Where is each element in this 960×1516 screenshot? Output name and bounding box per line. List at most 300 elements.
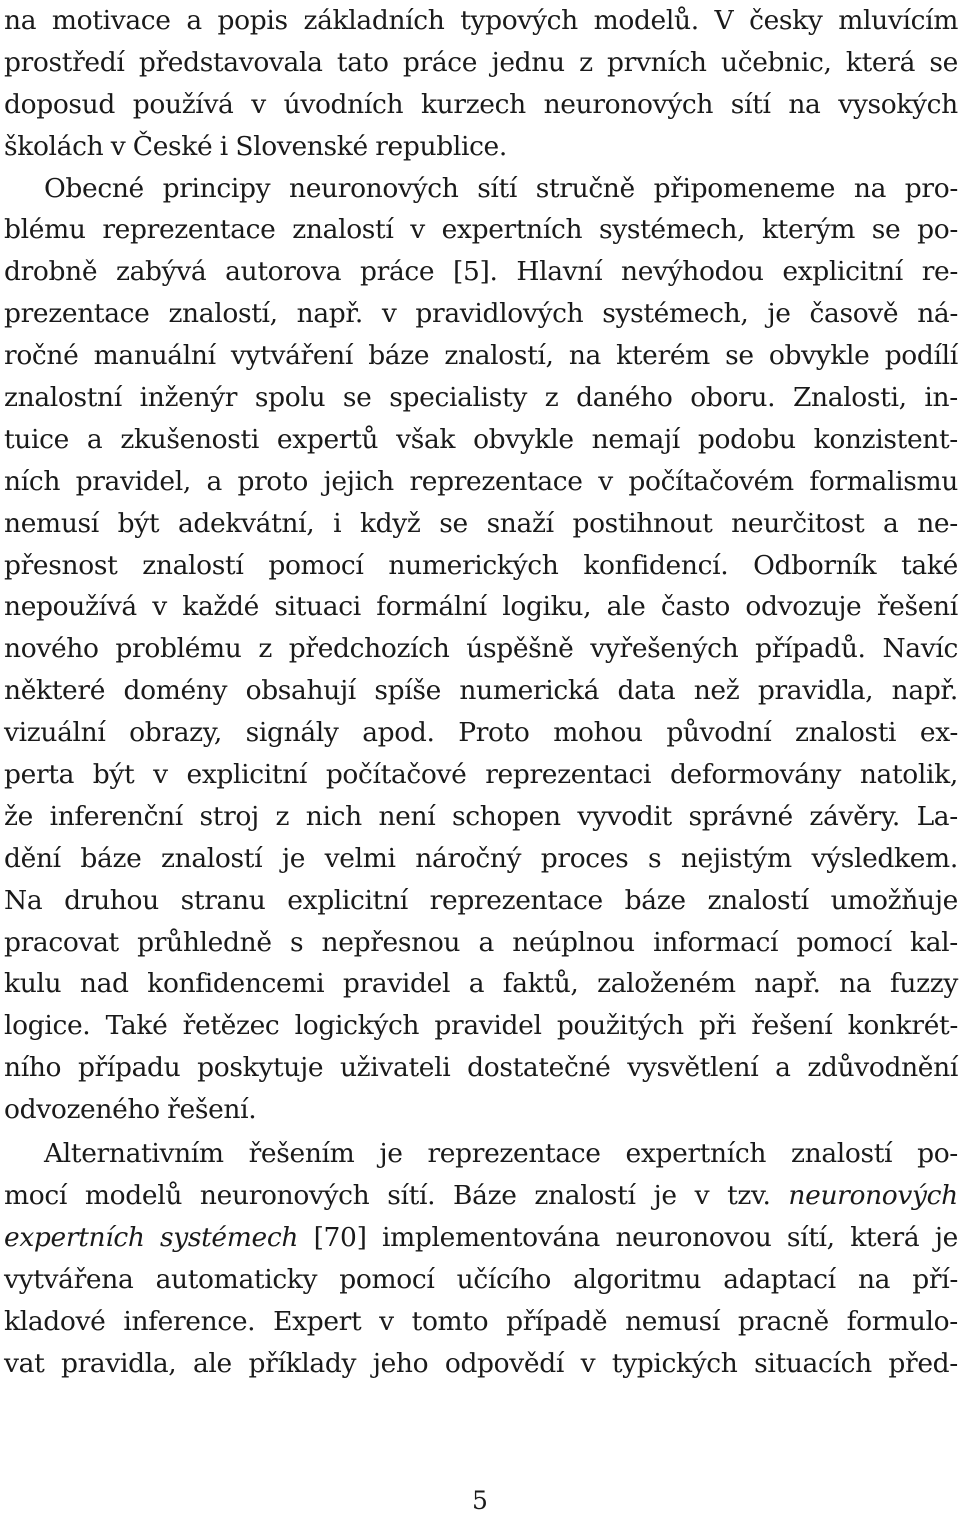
word: báze bbox=[80, 842, 142, 874]
word: tzv. bbox=[727, 1179, 771, 1211]
word: motivace bbox=[51, 5, 171, 36]
text-line bbox=[4, 419, 958, 461]
word: a bbox=[206, 465, 222, 497]
word: tomto bbox=[411, 1305, 489, 1337]
word: nich bbox=[305, 800, 362, 832]
word: je bbox=[934, 1221, 958, 1253]
word: počítačové bbox=[325, 759, 467, 791]
word: odpovědí bbox=[444, 1347, 564, 1379]
word: která bbox=[845, 46, 916, 78]
word: závěry. bbox=[809, 800, 900, 832]
word: neuronových bbox=[199, 1179, 370, 1211]
word: úspěšně bbox=[466, 633, 574, 665]
text-line bbox=[4, 126, 958, 168]
word: ne- bbox=[917, 507, 958, 539]
word: báze bbox=[624, 884, 686, 916]
word: je bbox=[281, 842, 306, 874]
word: Obecné bbox=[44, 172, 144, 204]
word: re- bbox=[921, 256, 958, 288]
word: domény bbox=[123, 675, 228, 707]
word: na bbox=[853, 172, 887, 204]
text-line bbox=[4, 251, 958, 293]
word: explicitní bbox=[287, 884, 408, 916]
word: školách bbox=[4, 130, 104, 162]
word: [5]. bbox=[453, 256, 498, 288]
word: je bbox=[767, 298, 791, 330]
word: logice. bbox=[4, 1010, 91, 1042]
word: v bbox=[251, 88, 266, 120]
text-line bbox=[4, 42, 958, 84]
word: tuice bbox=[4, 423, 69, 455]
word: postihnout bbox=[572, 507, 713, 539]
word: stručně bbox=[535, 172, 635, 204]
word: nemají bbox=[591, 423, 680, 455]
word: sítí, bbox=[786, 1221, 835, 1253]
word: se bbox=[871, 214, 901, 246]
word: vytvářena bbox=[4, 1263, 134, 1295]
word: neuronových bbox=[543, 88, 714, 120]
word: není bbox=[378, 800, 436, 832]
word: z bbox=[258, 633, 272, 665]
word: znalostí bbox=[142, 549, 244, 581]
word: formální bbox=[376, 591, 487, 623]
word: systémech, bbox=[599, 214, 746, 246]
word: zdůvodnění bbox=[807, 1052, 958, 1084]
word: automaticky bbox=[155, 1263, 318, 1295]
word: vysokých bbox=[838, 88, 958, 120]
word: pracně bbox=[737, 1305, 829, 1337]
word: Na bbox=[4, 884, 43, 916]
word: a bbox=[775, 1052, 791, 1084]
word: Hlavní bbox=[516, 256, 603, 288]
text-line bbox=[4, 377, 958, 419]
word: nad bbox=[79, 968, 129, 1000]
word: reprezentaci bbox=[485, 759, 652, 791]
word: inference. bbox=[123, 1305, 256, 1337]
word: pravidel bbox=[434, 1010, 542, 1042]
word: případu bbox=[77, 1052, 181, 1084]
word: ale bbox=[606, 591, 646, 623]
word: logiku, bbox=[502, 591, 592, 623]
word: typických bbox=[611, 1347, 738, 1379]
text-line bbox=[4, 1089, 958, 1131]
word: reprezentace bbox=[427, 1138, 601, 1170]
word: jejich bbox=[323, 465, 394, 497]
word: však bbox=[396, 423, 456, 455]
text-line bbox=[4, 838, 958, 880]
text-line bbox=[4, 545, 958, 587]
word: kterým bbox=[761, 214, 855, 246]
text-line bbox=[4, 1133, 958, 1175]
word: a bbox=[468, 968, 485, 1000]
word: být bbox=[92, 759, 135, 791]
text-line bbox=[4, 712, 958, 754]
word: podílí bbox=[884, 340, 958, 372]
text-line bbox=[4, 922, 958, 964]
word: je bbox=[653, 1179, 677, 1211]
word: použitých bbox=[556, 1010, 684, 1042]
word: Expert bbox=[273, 1305, 362, 1337]
text-line bbox=[4, 1343, 958, 1385]
word: prostředí bbox=[4, 46, 125, 78]
word: z bbox=[544, 382, 559, 414]
word: apod. bbox=[362, 717, 435, 749]
word: v bbox=[598, 465, 613, 497]
word: tato bbox=[336, 46, 389, 78]
word: než bbox=[693, 675, 740, 707]
word: mohou bbox=[553, 717, 643, 749]
text-line bbox=[4, 1005, 958, 1047]
word: prezentace bbox=[4, 298, 150, 330]
word: formulo- bbox=[846, 1305, 958, 1337]
word: práce bbox=[402, 46, 478, 78]
word: blému bbox=[4, 214, 86, 246]
word: se bbox=[929, 46, 958, 78]
word: časově bbox=[809, 298, 899, 330]
word: odvozuje bbox=[745, 591, 862, 623]
word: reprezentace bbox=[102, 214, 276, 246]
word: spíše bbox=[374, 675, 441, 707]
word: která bbox=[850, 1221, 920, 1253]
text-line bbox=[4, 293, 958, 335]
word: původní bbox=[666, 717, 772, 749]
word: jednu bbox=[491, 46, 565, 78]
word: znalostí, bbox=[168, 298, 278, 330]
word: řetězec bbox=[182, 1010, 280, 1042]
text-line bbox=[4, 670, 958, 712]
word: řešení. bbox=[167, 1094, 257, 1126]
word: na bbox=[568, 340, 601, 372]
text-line bbox=[4, 1217, 958, 1259]
word: z bbox=[275, 800, 290, 832]
word: nemusí bbox=[625, 1305, 720, 1337]
word: před- bbox=[888, 1347, 958, 1379]
word: nepřesnou bbox=[321, 926, 461, 958]
word: doposud bbox=[4, 88, 116, 120]
word: že bbox=[4, 800, 33, 832]
word: na bbox=[839, 968, 872, 1000]
word: konfidencemi bbox=[147, 968, 325, 1000]
word: nemusí bbox=[4, 507, 99, 539]
word: expertů bbox=[276, 423, 379, 455]
word: pomocí bbox=[339, 1263, 435, 1295]
word: předchozích bbox=[288, 633, 450, 665]
word: a bbox=[186, 5, 202, 36]
word: kal- bbox=[910, 926, 958, 958]
word: pravidla, bbox=[757, 675, 874, 707]
word: z bbox=[579, 46, 593, 78]
word: logických bbox=[294, 1010, 420, 1042]
word: případů. bbox=[755, 633, 866, 665]
word: explicitní bbox=[186, 759, 308, 791]
word: např. bbox=[754, 968, 821, 1000]
word: popis bbox=[217, 5, 288, 36]
text-line bbox=[4, 1175, 958, 1217]
word: neurčitost bbox=[731, 507, 865, 539]
word: systémech, bbox=[602, 298, 749, 330]
word: obsahují bbox=[245, 675, 356, 707]
word: často bbox=[660, 591, 731, 623]
word: a bbox=[883, 507, 899, 539]
word: republice. bbox=[375, 130, 507, 162]
word: numerická bbox=[459, 675, 600, 707]
word: neuronových bbox=[288, 172, 459, 204]
word: také bbox=[901, 549, 958, 581]
text-line bbox=[4, 963, 958, 1005]
word: [70] bbox=[313, 1221, 367, 1253]
word: na bbox=[788, 88, 821, 120]
word: jeho bbox=[372, 1347, 429, 1379]
word: inženýr bbox=[139, 382, 238, 414]
word: algoritmu bbox=[573, 1263, 702, 1295]
word: pravidel bbox=[342, 968, 451, 1000]
word: je bbox=[379, 1138, 403, 1170]
text-line bbox=[4, 880, 958, 922]
word: proto bbox=[237, 465, 308, 497]
word: znalosti bbox=[795, 717, 897, 749]
word: neuronových bbox=[788, 1179, 958, 1211]
word: autorova bbox=[225, 256, 342, 288]
word: fuzzy bbox=[889, 968, 958, 1000]
word: znalostí, bbox=[444, 340, 554, 372]
text-line bbox=[4, 0, 958, 42]
word: konkrét- bbox=[847, 1010, 958, 1042]
word: řešení bbox=[876, 591, 958, 623]
word: nejistým bbox=[680, 842, 792, 874]
word: ná- bbox=[917, 298, 958, 330]
word: pravidla, bbox=[60, 1347, 177, 1379]
word: systémech bbox=[160, 1221, 299, 1253]
text-line bbox=[4, 503, 958, 545]
word: správné bbox=[688, 800, 793, 832]
word: pří- bbox=[912, 1263, 958, 1295]
text-line bbox=[4, 754, 958, 796]
word: a bbox=[478, 926, 494, 958]
word: formalismu bbox=[809, 465, 958, 497]
word: řešení bbox=[751, 1010, 833, 1042]
word: faktů, bbox=[502, 968, 579, 1000]
word: česky bbox=[749, 5, 823, 36]
word: modelů. bbox=[593, 5, 699, 36]
word: po- bbox=[917, 1138, 958, 1170]
word: stranu bbox=[180, 884, 266, 916]
word: a bbox=[86, 423, 103, 455]
text-line bbox=[4, 586, 958, 628]
word: průhledně bbox=[137, 926, 272, 958]
word: dění bbox=[4, 842, 61, 874]
word: deformovány bbox=[669, 759, 842, 791]
word: data bbox=[617, 675, 676, 707]
document-body bbox=[4, 0, 958, 1384]
word: při bbox=[698, 1010, 737, 1042]
word: pomocí bbox=[796, 926, 892, 958]
word: případě bbox=[506, 1305, 608, 1337]
word: ročné bbox=[4, 340, 79, 372]
word: Odborník bbox=[753, 549, 877, 581]
word: se bbox=[342, 382, 372, 414]
word: ních bbox=[4, 465, 61, 497]
word: připomeneme bbox=[653, 172, 836, 204]
word: učebnic, bbox=[721, 46, 832, 78]
word: situaci bbox=[274, 591, 361, 623]
word: vyvodit bbox=[577, 800, 672, 832]
word: adekvátní, bbox=[177, 507, 315, 539]
word: nevýhodou bbox=[621, 256, 764, 288]
word: znalostí bbox=[791, 1138, 893, 1170]
word: explicitní bbox=[782, 256, 903, 288]
word: schopen bbox=[451, 800, 561, 832]
text-line bbox=[4, 168, 958, 210]
word: České bbox=[132, 130, 213, 162]
word: v bbox=[381, 298, 397, 330]
word: perta bbox=[4, 759, 75, 791]
word: znalostí bbox=[161, 842, 263, 874]
word: V bbox=[714, 5, 734, 36]
word: s bbox=[289, 926, 304, 958]
word: v bbox=[110, 130, 126, 162]
word: uživateli bbox=[339, 1052, 451, 1084]
word: expertních bbox=[625, 1138, 767, 1170]
word: v bbox=[379, 1305, 394, 1337]
word: pracovat bbox=[4, 926, 119, 958]
word: kladové bbox=[4, 1305, 106, 1337]
word: dostatečné bbox=[467, 1052, 611, 1084]
word: adaptací bbox=[723, 1263, 836, 1295]
word: znalostí bbox=[707, 884, 809, 916]
word: implementována bbox=[382, 1221, 600, 1253]
word: se bbox=[439, 507, 468, 539]
word: přesnost bbox=[4, 549, 118, 581]
word: vizuální bbox=[4, 717, 106, 749]
word: Proto bbox=[458, 717, 530, 749]
word: např. bbox=[296, 298, 363, 330]
word: na bbox=[857, 1263, 891, 1295]
word: nepoužívá bbox=[4, 591, 137, 623]
word: prvních bbox=[607, 46, 707, 78]
word: v bbox=[580, 1347, 596, 1379]
word: vat bbox=[4, 1347, 45, 1379]
text-line bbox=[4, 1047, 958, 1089]
text-line bbox=[4, 84, 958, 126]
word: manuální bbox=[93, 340, 216, 372]
word: podobu bbox=[697, 423, 796, 455]
word: vysvětlení bbox=[627, 1052, 759, 1084]
word: specialisty bbox=[389, 382, 527, 414]
word: používá bbox=[132, 88, 234, 120]
word: pomocí bbox=[268, 549, 364, 581]
word: signály bbox=[245, 717, 339, 749]
word: umožňuje bbox=[830, 884, 958, 916]
word: pro- bbox=[904, 172, 958, 204]
word: ex- bbox=[919, 717, 958, 749]
word: práce bbox=[360, 256, 435, 288]
word: typových bbox=[460, 5, 578, 36]
word: in- bbox=[924, 382, 958, 414]
word: Báze bbox=[453, 1179, 517, 1211]
word: Alternativním bbox=[44, 1138, 224, 1170]
word: natolik, bbox=[859, 759, 958, 791]
word: i bbox=[333, 507, 342, 539]
word: stroj bbox=[199, 800, 259, 832]
word: pravidlových bbox=[415, 298, 584, 330]
word: kulu bbox=[4, 968, 62, 1000]
word: problému bbox=[115, 633, 242, 665]
word: v bbox=[410, 214, 425, 246]
word: oboru. bbox=[690, 382, 776, 414]
word: principy bbox=[162, 172, 271, 204]
word: inferenční bbox=[49, 800, 183, 832]
word: sítí bbox=[730, 88, 771, 120]
word: neúplnou bbox=[512, 926, 635, 958]
word: každé bbox=[182, 591, 259, 623]
word: zabývá bbox=[116, 256, 207, 288]
word: báze bbox=[368, 340, 430, 372]
word: La- bbox=[916, 800, 958, 832]
word: i bbox=[219, 130, 228, 162]
word: Navíc bbox=[882, 633, 958, 665]
word: řešením bbox=[248, 1138, 355, 1170]
word: s bbox=[647, 842, 662, 874]
word: v bbox=[694, 1179, 710, 1211]
text-line bbox=[4, 796, 958, 838]
word: obvykle bbox=[473, 423, 574, 455]
word: velmi bbox=[324, 842, 396, 874]
word: expertních bbox=[441, 214, 583, 246]
word: Slovenské bbox=[235, 130, 368, 162]
text-line bbox=[4, 335, 958, 377]
word: úvodních bbox=[283, 88, 404, 120]
word: reprezentace bbox=[409, 465, 583, 497]
word: poskytuje bbox=[197, 1052, 324, 1084]
text-line bbox=[4, 1259, 958, 1301]
word: pravidel, bbox=[75, 465, 191, 497]
word: reprezentace bbox=[429, 884, 603, 916]
word: nového bbox=[4, 633, 99, 665]
word: konfidencí. bbox=[583, 549, 729, 581]
word: v bbox=[153, 759, 168, 791]
word: konzistent- bbox=[813, 423, 958, 455]
word: na bbox=[4, 5, 37, 36]
word: některé bbox=[4, 675, 106, 707]
word: daného bbox=[576, 382, 673, 414]
word: mocí bbox=[4, 1179, 67, 1211]
word: vytváření bbox=[230, 340, 354, 372]
word: znalostní bbox=[4, 382, 122, 414]
word: znalostí bbox=[292, 214, 394, 246]
word: základních bbox=[303, 5, 445, 36]
word: informací bbox=[653, 926, 779, 958]
word: učícího bbox=[456, 1263, 551, 1295]
word: po- bbox=[917, 214, 958, 246]
text-line bbox=[4, 628, 958, 670]
text-line bbox=[4, 1301, 958, 1343]
word: spolu bbox=[254, 382, 326, 414]
word: neuronovou bbox=[615, 1221, 772, 1253]
word: se bbox=[725, 340, 754, 372]
word: obvykle bbox=[768, 340, 870, 372]
word: náročný bbox=[415, 842, 522, 874]
word: kterém bbox=[616, 340, 710, 372]
word: Znalosti, bbox=[792, 382, 907, 414]
word: ale bbox=[192, 1347, 232, 1379]
word: modelů bbox=[84, 1179, 183, 1211]
word: příklady bbox=[248, 1347, 357, 1379]
word: v bbox=[152, 591, 167, 623]
word: ního bbox=[4, 1052, 62, 1084]
word: expertních bbox=[4, 1221, 145, 1253]
word: znalostí bbox=[534, 1179, 636, 1211]
word: odvozeného bbox=[4, 1094, 160, 1126]
